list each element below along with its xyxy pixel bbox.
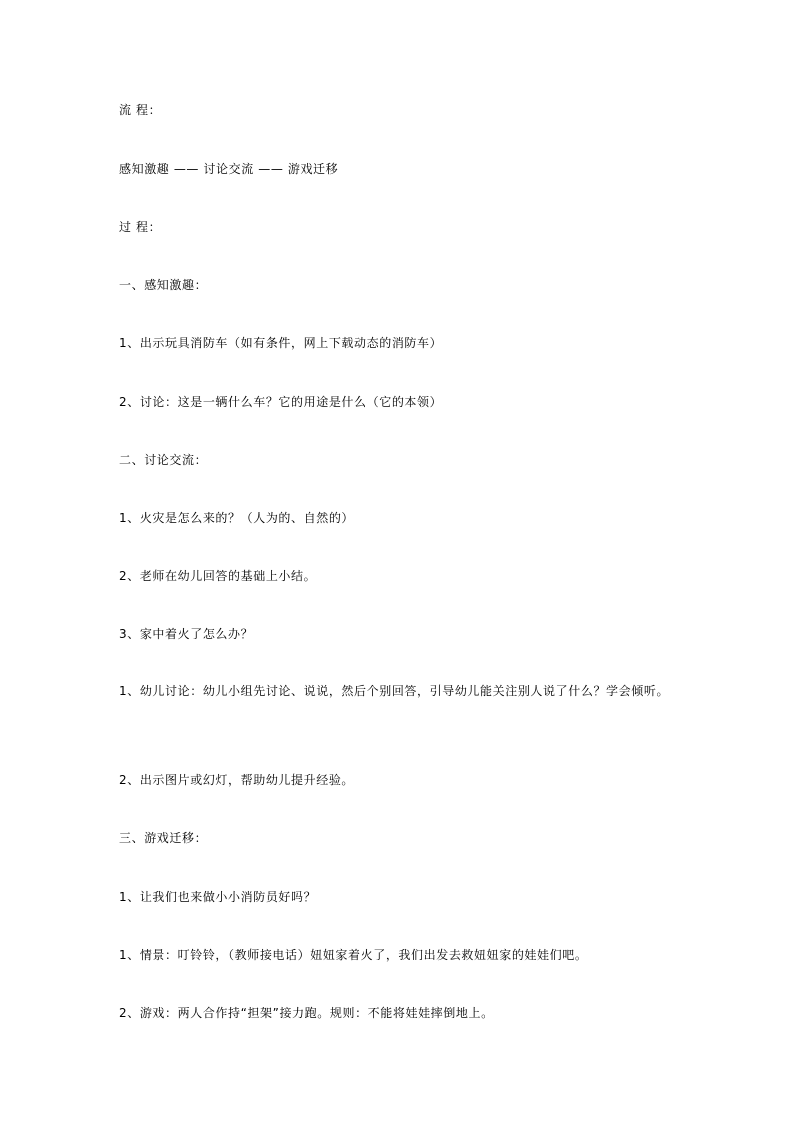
- flow-steps: 感知激趣 —— 讨论交流 —— 游戏迁移: [119, 162, 339, 176]
- section-2-item-3: 3、家中着火了怎么办？: [119, 627, 254, 641]
- flow-heading: 流 程：: [119, 103, 162, 117]
- process-heading: 过 程：: [119, 220, 162, 234]
- section-3-item-1: 1、让我们也来做小小消防员好吗？: [119, 890, 317, 904]
- section-1-item-1: 1、出示玩具消防车（如有条件，网上下载动态的消防车）: [119, 336, 443, 350]
- section-2-subitem-1: 1、幼儿讨论：幼儿小组先讨论、说说，然后个别回答，引导幼儿能关注别人说了什么？学会倾听。: [119, 684, 670, 698]
- section-2-subitem-2: 2、出示图片或幻灯，帮助幼儿提升经验。: [119, 773, 355, 787]
- section-1-heading: 一、感知激趣：: [119, 278, 208, 292]
- section-2-heading: 二、讨论交流：: [119, 453, 208, 467]
- section-1-item-2: 2、讨论：这是一辆什么车？它的用途是什么（它的本领）: [119, 395, 443, 409]
- section-3-subitem-1: 1、情景：叮铃铃，（教师接电话）妞妞家着火了，我们出发去救妞妞家的娃娃们吧。: [119, 948, 588, 962]
- section-2-item-1: 1、火灾是怎么来的？（人为的、自然的）: [119, 511, 355, 525]
- section-3-heading: 三、游戏迁移：: [119, 831, 208, 845]
- section-2-item-2: 2、老师在幼儿回答的基础上小结。: [119, 569, 317, 583]
- section-3-subitem-2: 2、游戏：两人合作持“担架”接力跑。规则：不能将娃娃摔倒地上。: [119, 1006, 494, 1020]
